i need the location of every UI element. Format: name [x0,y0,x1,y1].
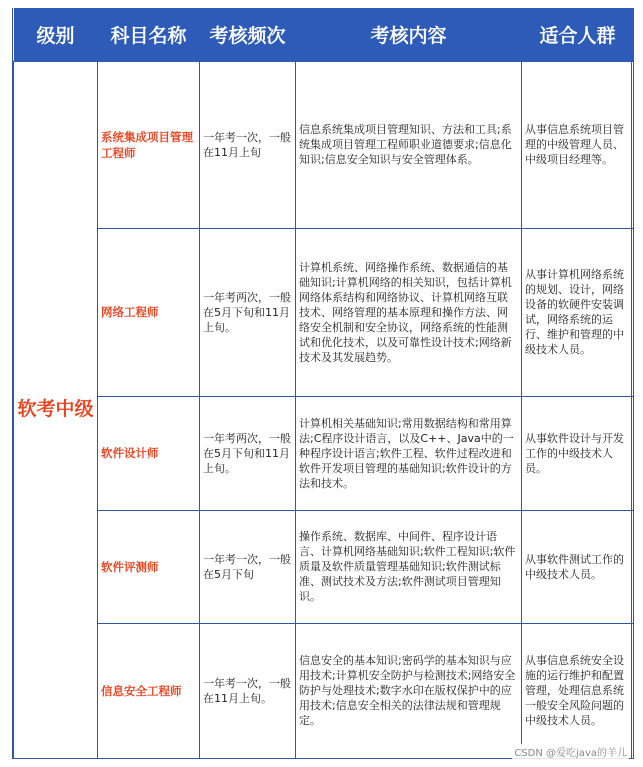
header-subject: 科目名称 [98,8,200,61]
table-row [14,396,634,510]
header-row [14,8,634,61]
content-cell: 操作系统、数据库、中间件、程序设计语言、计算机网络基础知识;软件工程知识;软件质量及软件质量管理基础知识;软件测试标准、测试技术及方法;软件测试项目管理知识。 [296,510,522,623]
content-cell: 信息系统集成项目管理知识、方法和工具;系统集成项目管理工程师职业道德要求;信息化知识;信息安全知识与安全管理体系。 [296,61,522,228]
header-level: 级别 [14,8,98,61]
content-cell: 计算机系统、网络操作系统、数据通信的基础知识;计算机网络的相关知识，包括计算机网络体系结构和网络协议、计算机网络互联技术、网络管理的基本原理和操作方法、网络安全机制和安全协议，网络系统的性能测试和优化技术，以及可靠性设计技术;网络新技术及其发展趋势。 [296,228,522,396]
frequency-cell: 一年考两次，一般在5月下旬和11月上旬。 [200,228,296,396]
frequency-cell: 一年考一次，一般在11月上旬 [200,61,296,228]
header-frequency: 考核频次 [200,8,296,61]
exam-table [13,8,634,759]
subject-cell: 信息安全工程师 [98,623,200,758]
frequency-cell: 一年考一次，一般在5月下旬 [200,510,296,623]
header-content: 考核内容 [296,8,522,61]
table-row [14,510,634,623]
level-cell: 软考中级 [14,61,98,758]
content-cell: 信息安全的基本知识;密码学的基本知识与应用技术;计算机安全防护与检测技术;网络安全防护与处理技术;数字水印在版权保护中的应用技术;信息安全相关的法律法规和管理规定。 [296,623,522,758]
subject-cell: 系统集成项目管理工程师 [98,61,200,228]
audience-cell: 从事信息系统安全设施的运行维护和配置管理，处理信息系统一般安全风险问题的中级技术人员。 [522,623,634,758]
subject-cell: 网络工程师 [98,228,200,396]
subject-cell: 软件设计师 [98,396,200,510]
audience-cell: 从事计算机网络系统的规划、设计，网络设备的软硬件安装调试，网络系统的运行、维护和管理的中级技术人员。 [522,228,634,396]
content-cell: 计算机相关基础知识;常用数据结构和常用算法;C程序设计语言，以及C++、Java中的一种程序设计语言;软件工程、软件过程改进和软件开发项目管理的基础知识;软件设计的方法和技术。 [296,396,522,510]
audience-cell: 从事软件测试工作的中级技术人员。 [522,510,634,623]
header-audience: 适合人群 [522,8,634,61]
audience-cell: 从事软件设计与开发工作的中级技术人员。 [522,396,634,510]
table-row [14,623,634,758]
frequency-cell: 一年考两次，一般在5月下旬和11月上旬。 [200,396,296,510]
exam-table-frame [12,8,632,759]
table-row [14,228,634,396]
subject-cell: 软件评测师 [98,510,200,623]
frequency-cell: 一年考一次，一般在11月上旬。 [200,623,296,758]
watermark-text: CSDN @爱吃java的羊儿 [512,744,629,759]
audience-cell: 从事信息系统项目管理的中级管理人员、中级项目经理等。 [522,61,634,228]
table-row [14,61,634,228]
